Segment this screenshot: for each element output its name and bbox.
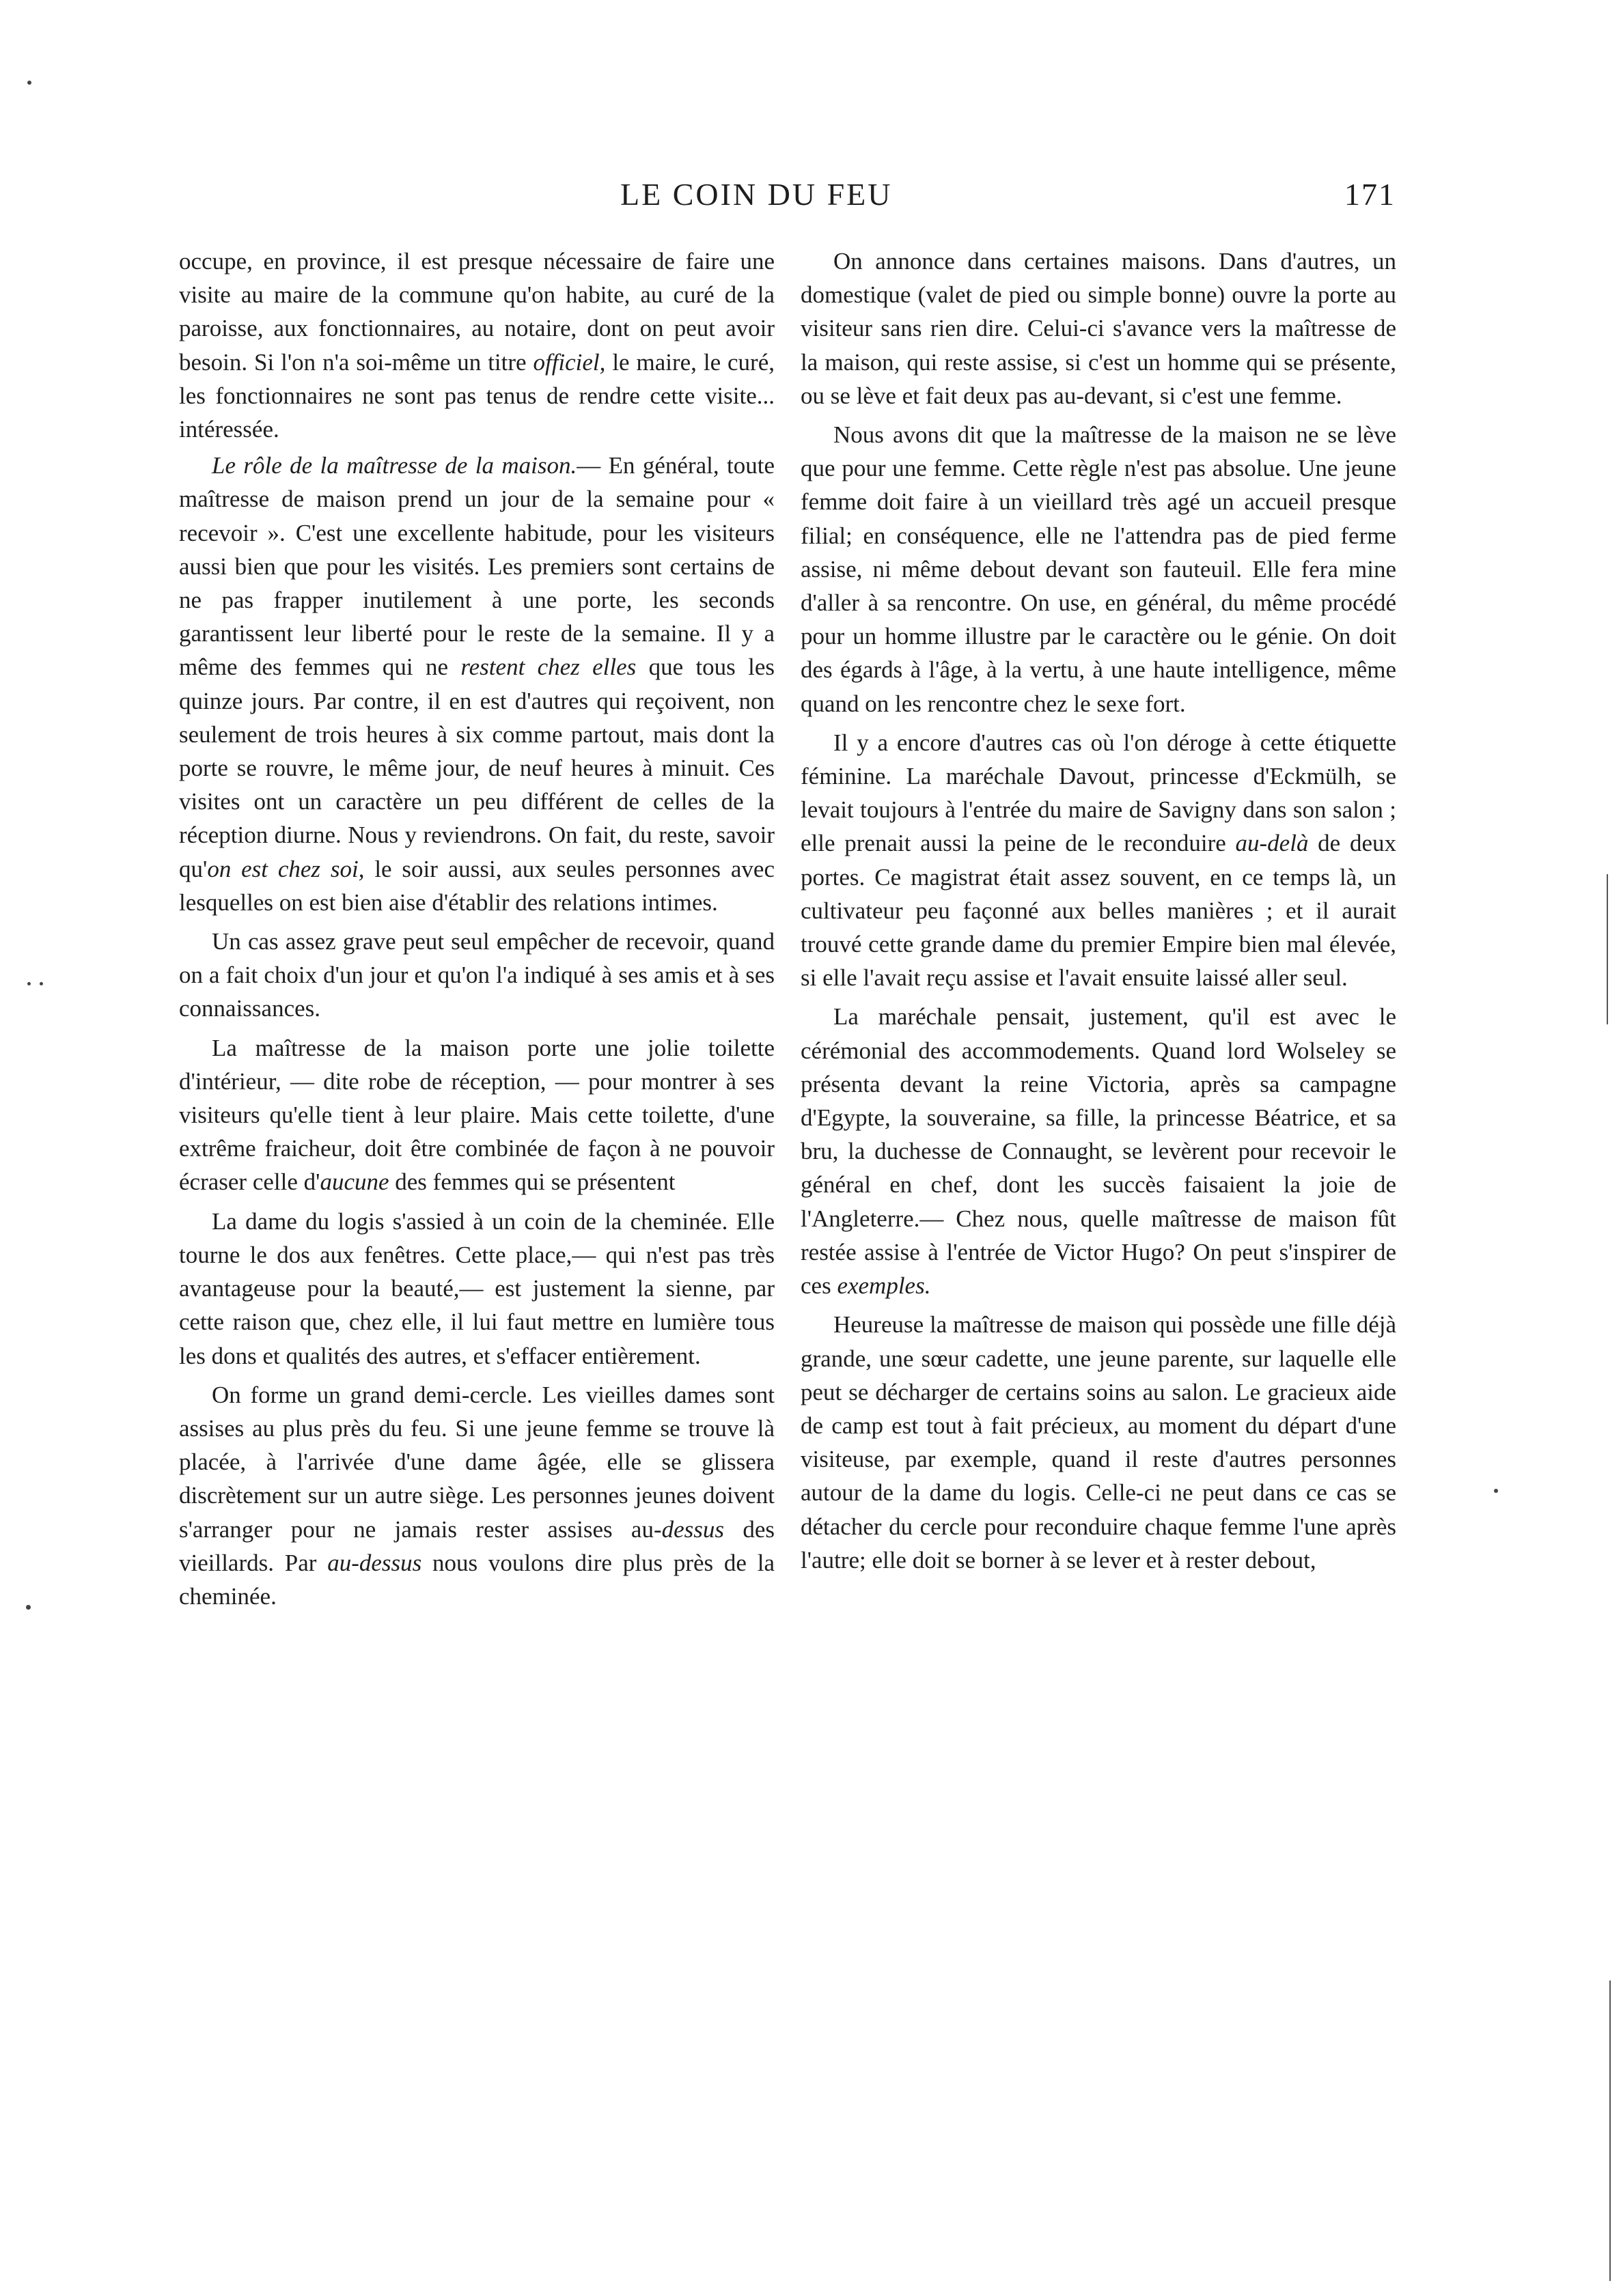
paragraph: Nous avons dit que la maîtresse de la maison ne se lève que pour une femme. Cette règle n'est pas absolue. Une jeune femme doit faire à un vieillard très agé un accueil presque filial; en conséquence, elle ne l'attendra pas de pied ferme assise, ni même debout devant son fauteuil. Elle fera mine d'aller à sa rencontre. On use, en général, du même procédé pour un homme illustre par le caractère ou le génie. On doit des égards à l'âge, à la vertu, à une haute intelligence, même quand on les rencontre chez le sexe fort. <box>801 421 1396 717</box>
scan-speck <box>1494 1489 1498 1493</box>
paragraph: La maréchale pensait, justement, qu'il est avec le cérémonial des accommodements. Quand lord Wolseley se présenta devant la reine Victoria, après sa campagne d'Egypte, la souveraine, sa fille, la princesse Béatrice, et sa bru, la duchesse de Connaught, se levèrent pour recevoir le général en chef, dont les succès faisaient la joie de l'Angleterre.— Chez nous, quelle maîtresse de maison fût restée assise à l'entrée de Victor Hugo? On peut s'inspirer de ces exemples. <box>801 1003 1396 1300</box>
scan-speck <box>40 982 43 985</box>
scan-edge-line <box>1609 1980 1611 2281</box>
scan-speck <box>27 81 31 85</box>
scan-speck <box>27 982 31 985</box>
paragraph: On forme un grand demi-cercle. Les vieilles dames sont assises au plus près du feu. Si une jeune femme se trouve là placée, à l'arrivée d'une dame âgée, elle se glissera discrètement sur un autre siège. Les personnes jeunes doivent s'arranger pour ne jamais rester assises au-dessus des vieillards. Par au-dessus nous voulons dire plus près de la cheminée. <box>179 1381 775 1610</box>
paragraph: La dame du logis s'assied à un coin de la cheminée. Elle tourne le dos aux fenêtres. Cette place,— qui n'est pas très avantageuse pour la beauté,— est justement la sienne, par cette raison que, chez elle, il lui faut mettre en lumière tous les dons et qualités des autres, et s'effacer entièrement. <box>179 1207 775 1369</box>
paragraph: Un cas assez grave peut seul empêcher de recevoir, quand on a fait choix d'un jour et qu'on l'a indiqué à ses amis et à ses connaissances. <box>179 928 775 1022</box>
paragraph: La maîtresse de la maison porte une jolie toilette d'intérieur, — dite robe de réception, — pour montrer à ses visiteurs qu'elle tient à leur plaire. Mais cette toilette, d'une extrême fraicheur, doit être combinée de façon à ne pouvoir écraser celle d'aucune des femmes qui se présentent <box>179 1034 775 1196</box>
left-column <box>179 244 775 1616</box>
right-column <box>801 244 1396 1580</box>
page-number: 171 <box>1344 177 1396 212</box>
scan-speck <box>26 1605 31 1610</box>
paragraph: Le rôle de la maîtresse de la maison.— En général, toute maîtresse de maison prend un jour de la semaine pour « recevoir ». C'est une excellente habitude, pour les visiteurs aussi bien que pour les visités. Les premiers sont certains de ne pas frapper inutilement à une porte, les seconds garantissent leur liberté pour le reste de la semaine. Il y a même des femmes qui ne restent chez elles que tous les quinze jours. Par contre, il en est d'autres qui reçoivent, non seulement de trois heures à six comme partout, mais dont la porte se rouvre, le même jour, de neuf heures à minuit. Ces visites ont un caractère un peu différent de celles de la réception diurne. Nous y reviendrons. On fait, du reste, savoir qu'on est chez soi, le soir aussi, aux seules personnes avec lesquelles on est bien aise d'établir des relations intimes. <box>179 452 775 916</box>
scan-edge-line <box>1607 874 1608 1024</box>
paragraph: occupe, en province, il est presque nécessaire de faire une visite au maire de la commune qu'on habite, au curé de la paroisse, aux fonctionnaires, au notaire, dont on peut avoir besoin. Si l'on n'a soi-même un titre officiel, le maire, le curé, les fonctionnaires ne sont pas tenus de rendre cette visite... intéressée. <box>179 248 775 443</box>
paragraph: Heureuse la maîtresse de maison qui possède une fille déjà grande, une sœur cadette, une jeune parente, sur laquelle elle peut se décharger de certains soins au salon. Le gracieux aide de camp est tout à fait précieux, au moment du départ d'une visiteuse, par exemple, quand il reste d'autres personnes autour de la dame du logis. Celle-ci ne peut dans ce cas se détacher du cercle pour reconduire chaque femme l'une après l'autre; elle doit se borner à se lever et à rester debout, <box>801 1311 1396 1573</box>
running-head <box>0 176 1621 224</box>
paragraph: On annonce dans certaines maisons. Dans d'autres, un domestique (valet de pied ou simple bonne) ouvre la porte au visiteur sans rien dire. Celui-ci s'avance vers la maîtresse de la maison, qui reste assise, si c'est un homme qui se présente, ou se lève et fait deux pas au-devant, si c'est une femme. <box>801 248 1396 409</box>
paragraph: Il y a encore d'autres cas où l'on déroge à cette étiquette féminine. La maréchale Davout, princesse d'Eckmülh, se levait toujours à l'entrée du maire de Savigny dans son salon ; elle prenait aussi la peine de le reconduire au-delà de deux portes. Ce magistrat était assez souvent, en ce temps là, un cultivateur peu façonné aux belles manières ; et il aurait trouvé cette grande dame du premier Empire bien mal élevée, si elle l'avait reçu assise et l'avait ensuite laissé aller seul. <box>801 729 1396 992</box>
running-title: LE COIN DU FEU <box>620 177 893 212</box>
